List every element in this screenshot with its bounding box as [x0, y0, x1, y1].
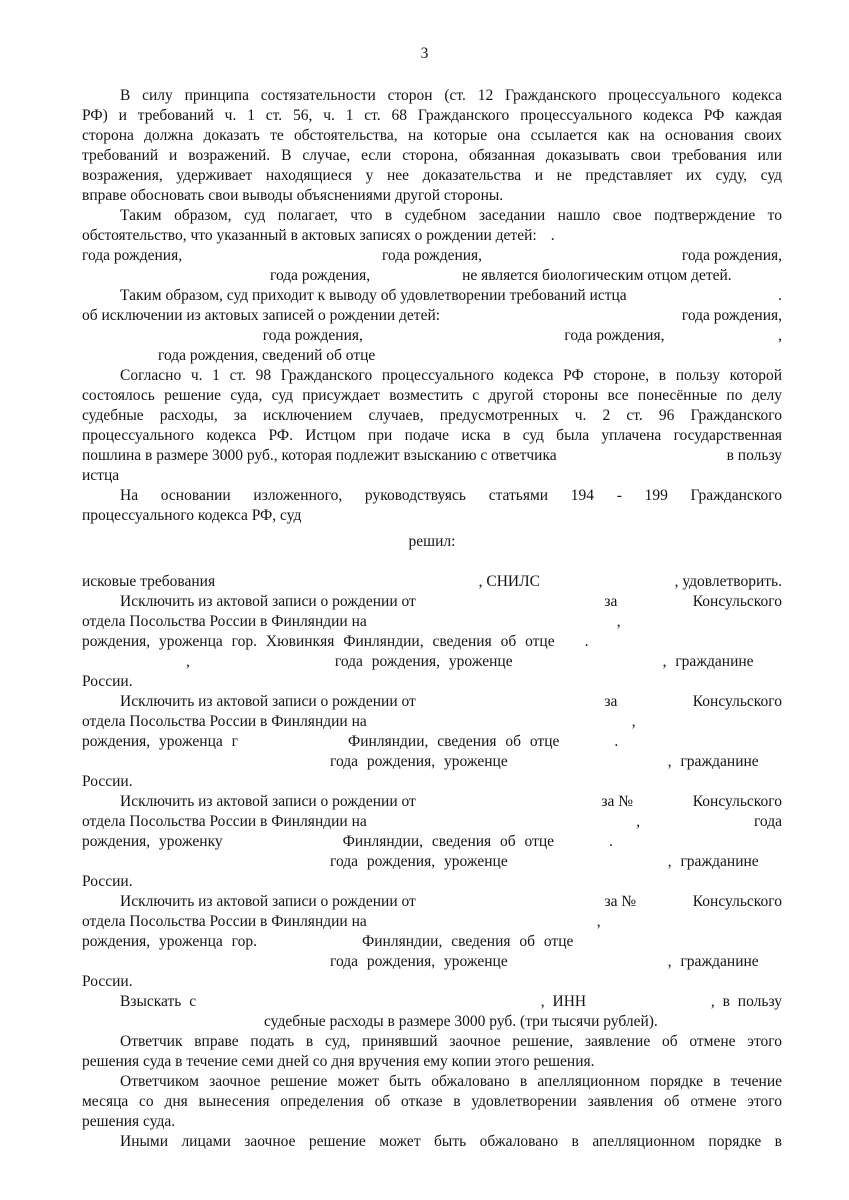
text-line: [82, 86, 782, 106]
text-line: [82, 166, 782, 186]
text-segment: отдела Посольства России в Финляндии на: [82, 913, 367, 930]
text-line: [82, 732, 782, 752]
text-segment: , гражданине: [667, 853, 759, 870]
text-segment: года рождения, уроженце: [330, 953, 508, 970]
text-segment: судебные расходы, за исключением случаев, предусмотренных ч. 2 ст. 96 Гражданского: [82, 407, 782, 424]
redacted-gap: [559, 745, 614, 746]
text-segment: Взыскать с: [120, 993, 197, 1010]
redacted-gap: [367, 625, 617, 626]
text-segment: России.: [82, 773, 133, 790]
text-segment: решения суда в течение семи дней со дня вручения ему копии этого решения.: [82, 1053, 595, 1070]
text-segment: года рождения,: [270, 267, 371, 284]
text-line: [82, 126, 782, 146]
text-segment: пошлина в размере 3000 руб., которая подлежит взысканию с ответчика: [82, 447, 557, 464]
redacted-gap: [367, 725, 632, 726]
text-segment: года рождения,: [681, 307, 782, 324]
text-line: [82, 872, 782, 892]
redacted-gap: [82, 665, 186, 666]
text-segment: за №: [601, 793, 634, 810]
text-line: [82, 832, 782, 852]
text-line: [82, 752, 782, 772]
text-segment: рождения, уроженца гор. Хювинкяя Финляндии, сведения об отце: [82, 633, 555, 650]
text-segment: отдела Посольства России в Финляндии на: [82, 613, 367, 630]
redacted-gap: [190, 665, 335, 666]
text-segment: Исключить из актовой записи о рождении от: [120, 893, 416, 910]
redacted-gap: [82, 1025, 264, 1026]
paragraph-indent: [82, 705, 120, 706]
text-line: [82, 692, 782, 712]
text-segment: за: [604, 593, 618, 610]
paragraph-indent: [82, 299, 120, 300]
text-segment: решил:: [408, 533, 456, 550]
text-segment: ,: [616, 613, 621, 630]
paragraph-indent: [82, 605, 120, 606]
text-segment: России.: [82, 873, 133, 890]
redacted-gap: [508, 865, 668, 866]
text-segment: Исключить из актовой записи о рождении от: [120, 593, 416, 610]
text-line: [82, 326, 782, 346]
blank-line: [82, 552, 782, 572]
text-line: [82, 426, 782, 446]
text-line: [82, 406, 782, 426]
text-line: [82, 446, 782, 466]
text-line: [82, 206, 782, 226]
text-line: [82, 246, 782, 266]
text-segment: Консульского: [692, 893, 782, 910]
text-segment: года рождения,: [82, 247, 183, 264]
text-line: [82, 186, 782, 206]
text-line: [82, 1052, 782, 1072]
text-line: [82, 712, 782, 732]
text-segment: за №: [604, 893, 637, 910]
redacted-gap: [238, 745, 348, 746]
text-segment: Таким образом, суд приходит к выводу об удовлетворении требований истца: [120, 287, 627, 304]
text-segment: Консульского: [692, 693, 782, 710]
redacted-gap: [508, 765, 668, 766]
text-line: [82, 532, 782, 552]
text-line: [82, 992, 782, 1012]
text-segment: Согласно ч. 1 ст. 98 Гражданского процессуального кодекса РФ стороне, в пользу которой: [120, 367, 782, 384]
text-segment: года: [753, 813, 782, 830]
text-segment: года рождения,: [681, 247, 782, 264]
paragraph-indent: [82, 1005, 120, 1006]
text-segment: за: [604, 693, 618, 710]
text-line: [82, 632, 782, 652]
redacted-gap: [370, 279, 462, 280]
text-segment: Ответчик вправе подать в суд, принявший заочное решение, заявление об отмене этого: [120, 1033, 782, 1050]
text-segment: , ИНН: [540, 993, 587, 1010]
text-segment: рождения, уроженца г: [82, 733, 239, 750]
text-segment: ,: [636, 813, 641, 830]
paragraph-indent: [82, 905, 120, 906]
text-line: [82, 1072, 782, 1092]
text-line: [82, 1132, 782, 1152]
text-segment: отдела Посольства России в Финляндии на: [82, 813, 367, 830]
text-segment: Финляндии, сведения об отце: [342, 833, 555, 850]
text-line: [82, 266, 782, 286]
redacted-gap: [82, 765, 330, 766]
text-segment: .: [584, 633, 589, 650]
text-segment: исковые требования: [82, 573, 216, 590]
text-segment: , СНИЛС: [478, 573, 540, 590]
text-segment: .: [550, 227, 555, 244]
redacted-gap: [257, 945, 362, 946]
text-segment: года рождения, уроженце: [330, 753, 508, 770]
text-segment: обстоятельство, что указанный в актовых записях о рождении детей:: [82, 227, 537, 244]
text-line: [82, 972, 782, 992]
text-segment: процессуального кодекса РФ. Истцом при подаче иска в суд была уплачена государственная: [82, 427, 782, 444]
text-segment: , в пользу: [710, 993, 782, 1010]
text-segment: На основании изложенного, руководствуясь статьями 194 - 199 Гражданского: [120, 487, 782, 504]
text-segment: сторона должна доказать те обстоятельства, на которые она ссылается как на основания своих: [82, 127, 782, 144]
text-segment: вправе обосновать свои выводы объяснениями другой стороны.: [82, 187, 504, 204]
text-segment: .: [614, 733, 619, 750]
redacted-gap: [555, 645, 585, 646]
redacted-gap: [508, 965, 668, 966]
text-segment: Финляндии, сведения об отце: [362, 933, 574, 950]
text-line: [82, 652, 782, 672]
text-segment: в пользу: [726, 447, 782, 464]
text-segment: .: [778, 287, 782, 304]
text-line: [82, 1112, 782, 1132]
text-segment: Консульского: [692, 793, 782, 810]
text-line: [82, 386, 782, 406]
text-segment: года рождения,: [564, 327, 665, 344]
text-segment: процессуального кодекса РФ, суд: [82, 507, 302, 524]
redacted-gap: [367, 925, 597, 926]
text-segment: решения суда.: [82, 1113, 176, 1130]
text-segment: России.: [82, 973, 133, 990]
text-line: [82, 612, 782, 632]
text-line: [82, 146, 782, 166]
text-segment: рождения, уроженца гор.: [82, 933, 257, 950]
text-line: [82, 1012, 782, 1032]
text-line: [82, 792, 782, 812]
text-line: [82, 366, 782, 386]
text-line: [82, 812, 782, 832]
text-segment: Ответчиком заочное решение может быть обжаловано в апелляционном порядке в течение: [120, 1073, 782, 1090]
redacted-gap: [537, 239, 551, 240]
text-line: [82, 506, 782, 526]
text-segment: года рождения, сведений об отце: [158, 347, 376, 364]
text-line: [82, 912, 782, 932]
text-segment: рождения, уроженку: [82, 833, 223, 850]
text-line: [82, 952, 782, 972]
text-segment: Консульского: [692, 593, 782, 610]
text-segment: .: [609, 833, 613, 850]
text-segment: Исключить из актовой записи о рождении от: [120, 793, 416, 810]
text-segment: Таким образом, суд полагает, что в судебном заседании нашло свое подтверждение то: [120, 207, 782, 224]
redacted-gap: [82, 279, 270, 280]
text-line: [82, 892, 782, 912]
text-segment: ,: [631, 713, 636, 730]
text-line: [82, 672, 782, 692]
text-segment: состоялось решение суда, суд присуждает возместить с другой стороны все понесённые по делу: [82, 387, 782, 404]
text-segment: ,: [778, 327, 782, 344]
text-segment: ,: [186, 653, 190, 670]
text-segment: истца: [82, 467, 120, 484]
text-segment: , гражданине: [662, 653, 754, 670]
text-segment: об исключении из актовых записей о рождении детей:: [82, 307, 441, 324]
text-line: [82, 286, 782, 306]
text-segment: России.: [82, 673, 133, 690]
text-line: [82, 486, 782, 506]
paragraph-indent: [82, 805, 120, 806]
text-segment: , гражданине: [667, 753, 759, 770]
text-segment: месяца со дня вынесения определения об отказе в удовлетворении заявления об отмене этого: [82, 1093, 782, 1110]
text-line: [82, 1032, 782, 1052]
text-segment: ,: [596, 913, 601, 930]
text-line: [82, 306, 782, 326]
document-lines: [0, 86, 849, 1152]
text-segment: судебные расходы в размере 3000 руб. (три тысячи рублей).: [264, 1013, 658, 1030]
text-segment: Исключить из актовой записи о рождении от: [120, 693, 416, 710]
text-line: [82, 226, 782, 246]
text-line: [82, 932, 782, 952]
text-line: [82, 592, 782, 612]
text-line: [82, 1092, 782, 1112]
text-segment: отдела Посольства России в Финляндии на: [82, 713, 367, 730]
redacted-gap: [223, 845, 343, 846]
redacted-gap: [82, 965, 330, 966]
text-line: [82, 106, 782, 126]
text-segment: Финляндии, сведения об отце: [348, 733, 560, 750]
redacted-gap: [513, 665, 663, 666]
text-line: [82, 466, 782, 486]
redacted-gap: [82, 359, 158, 360]
text-segment: года рождения, уроженце: [334, 653, 513, 670]
text-line: [82, 572, 782, 592]
text-segment: , гражданине: [667, 953, 759, 970]
text-segment: В силу принципа состязательности сторон (ст. 12 Гражданского процессуального кодекса: [120, 87, 782, 104]
redacted-gap: [554, 845, 609, 846]
text-line: [82, 852, 782, 872]
text-segment: возражения, удерживает находящиеся у нее доказательства и не представляет их суду, суд: [82, 167, 782, 184]
page-number: 3: [420, 45, 429, 62]
text-segment: года рождения, уроженце: [330, 853, 508, 870]
text-segment: не является биологическим отцом детей.: [462, 267, 732, 284]
text-segment: РФ) и требований ч. 1 ст. 56, ч. 1 ст. 68 Гражданского процессуального кодекса РФ каждая: [82, 107, 782, 124]
text-segment: года рождения,: [381, 247, 483, 264]
text-line: [82, 772, 782, 792]
text-segment: требований и возражений. В случае, если сторона, обязанная доказывать свои требования или: [82, 147, 782, 164]
redacted-gap: [82, 865, 330, 866]
text-segment: , удовлетворить.: [674, 573, 782, 590]
text-segment: года рождения,: [262, 327, 363, 344]
text-line: [82, 346, 782, 366]
text-segment: Иными лицами заочное решение может быть обжаловано в апелляционном порядке в: [120, 1133, 782, 1150]
